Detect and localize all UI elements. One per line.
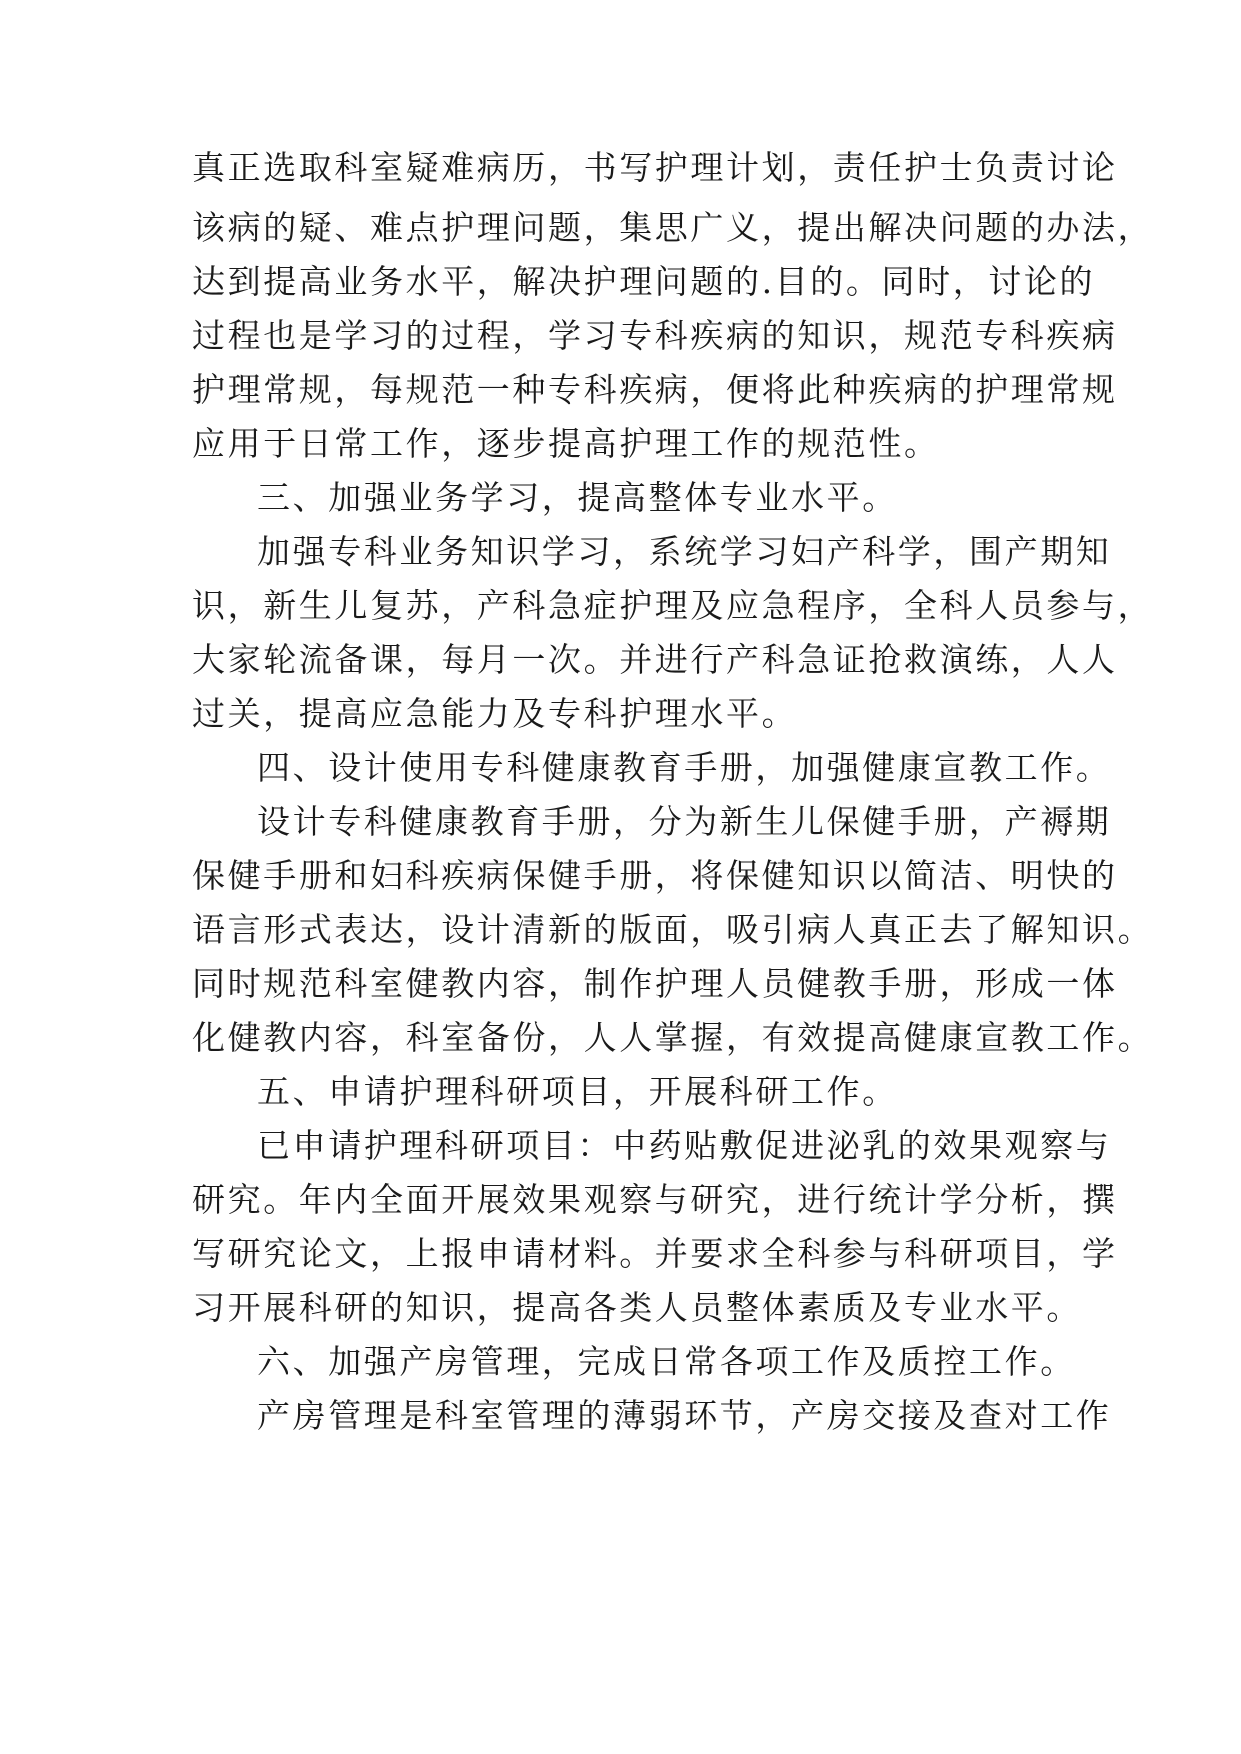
section-heading: 六、加强产房管理，完成日常各项工作及质控工作。 xyxy=(257,1342,1076,1381)
section-heading: 四、设计使用专科健康教育手册，加强健康宣教工作。 xyxy=(257,748,1112,787)
body-text-line: 化健教内容，科室备份，人人掌握，有效提高健康宣教工作。 xyxy=(192,1018,1154,1057)
body-text-line: 达到提高业务水平，解决护理问题的.目的。同时，讨论的 xyxy=(192,262,1096,301)
section-heading: 五、申请护理科研项目，开展科研工作。 xyxy=(257,1072,898,1111)
body-text-line: 研究。年内全面开展效果观察与研究，进行统计学分析，撰 xyxy=(192,1180,1118,1219)
body-text-line: 识，新生儿复苏，产科急症护理及应急程序，全科人员参与， xyxy=(192,586,1154,625)
body-text-line: 语言形式表达，设计清新的版面，吸引病人真正去了解知识。 xyxy=(192,910,1154,949)
body-text-line: 过关，提高应急能力及专科护理水平。 xyxy=(192,694,798,733)
paragraph-first-line: 设计专科健康教育手册，分为新生儿保健手册，产褥期 xyxy=(257,802,1112,841)
body-text-line: 保健手册和妇科疾病保健手册，将保健知识以简洁、明快的 xyxy=(192,856,1118,895)
body-text-line: 写研究论文，上报申请材料。并要求全科参与科研项目，学 xyxy=(192,1234,1118,1273)
body-text-line: 大家轮流备课，每月一次。并进行产科急证抢救演练，人人 xyxy=(192,640,1118,679)
body-text-line: 习开展科研的知识，提高各类人员整体素质及专业水平。 xyxy=(192,1288,1082,1327)
body-text-line: 应用于日常工作，逐步提高护理工作的规范性。 xyxy=(192,424,940,463)
body-text-line: 护理常规，每规范一种专科疾病，便将此种疾病的护理常规 xyxy=(192,370,1118,409)
body-text-line: 同时规范科室健教内容，制作护理人员健教手册，形成一体 xyxy=(192,964,1118,1003)
paragraph-first-line: 已申请护理科研项目：中药贴敷促进泌乳的效果观察与 xyxy=(257,1126,1112,1165)
body-text-line: 真正选取科室疑难病历，书写护理计划，责任护士负责讨论 xyxy=(192,148,1118,187)
body-text-line: 该病的疑、难点护理问题，集思广义，提出解决问题的办法， xyxy=(192,208,1154,247)
body-text-line: 过程也是学习的过程，学习专科疾病的知识，规范专科疾病 xyxy=(192,316,1118,355)
paragraph-first-line: 加强专科业务知识学习，系统学习妇产科学，围产期知 xyxy=(257,532,1112,571)
paragraph-first-line: 产房管理是科室管理的薄弱环节，产房交接及查对工作 xyxy=(257,1396,1112,1435)
section-heading: 三、加强业务学习，提高整体专业水平。 xyxy=(257,478,898,517)
